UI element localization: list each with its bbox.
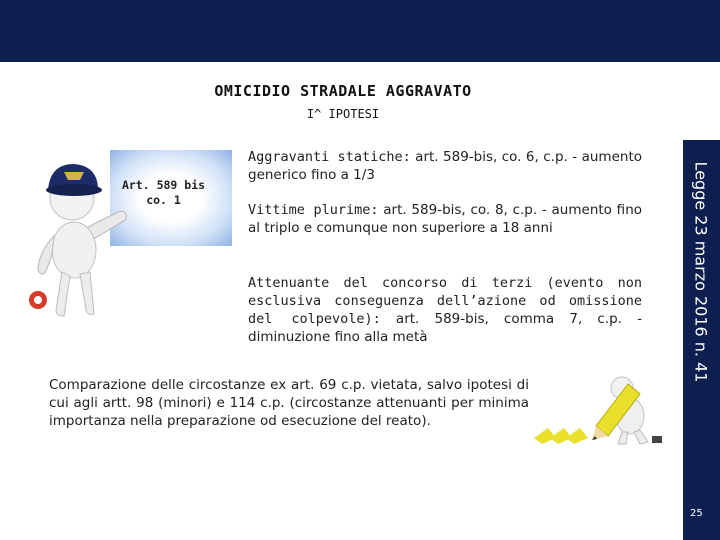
paragraph-aggravanti [248,148,642,184]
law-reference: Legge 23 marzo 2016 n. 41 [691,161,711,383]
paragraph-lead: Aggravanti statiche: [248,149,411,165]
paragraph-vittime [248,201,642,237]
article-label: Art. 589 bis co. 1 [121,178,206,207]
paragraph-comparazione [49,376,529,430]
paragraph-body: art. 589-bis, co. 6, c.p. - aumento generico fino a 1/3 [248,149,642,183]
page-subtitle: I^ IPOTESI [306,107,380,121]
paragraph-body: art. 589-bis, comma 7, c.p. - diminuzione fino alla metà [248,311,642,345]
paragraph-body: Comparazione delle circostanze ex art. 69 c.p. vietata, salvo ipotesi di cui agli artt. 98 (minori) e 114 c.p. (circostanze attenuanti per minima importanza nella preparazione od esecuzione del reato). [49,377,529,429]
paragraph-attenuante [248,274,642,346]
police-figure-icon [22,150,132,325]
top-banner [0,0,720,62]
paragraph-lead: Attenuante del concorso di terzi (evento non esclusiva conseguenza dell’azione od omissione del colpevole): [248,275,642,327]
paragraph-lead: Vittime plurime: [248,202,379,218]
page-number: 25 [690,508,703,519]
page-title: OMICIDIO STRADALE AGGRAVATO [214,82,472,100]
paragraph-body: art. 589-bis, co. 8, c.p. - aumento fino al triplo e comunque non superiore a 18 anni [248,202,643,236]
pencil-figure-icon [534,372,666,448]
